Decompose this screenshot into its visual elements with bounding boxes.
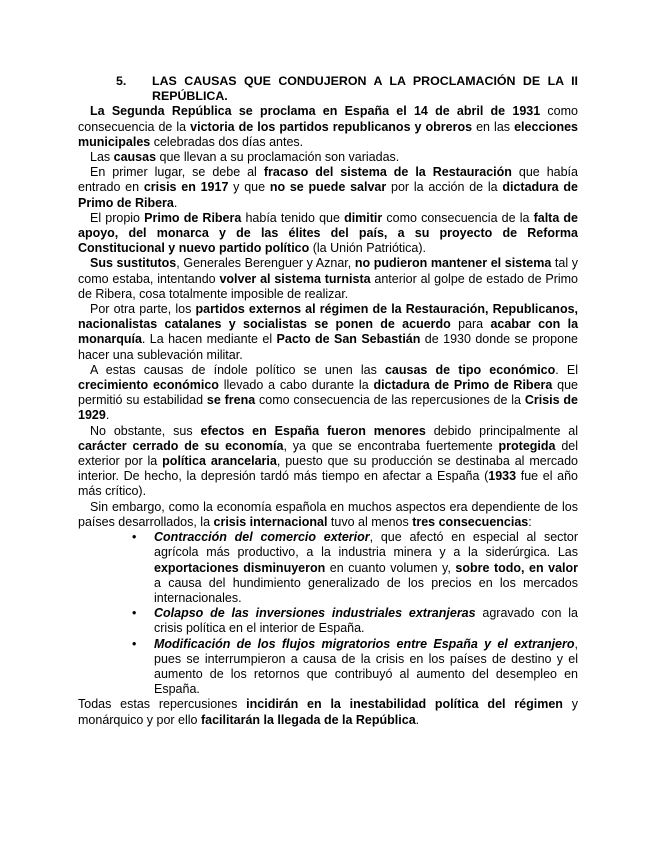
p10-text-a: Todas estas repercusiones bbox=[78, 697, 247, 712]
p8-text-c: debido principalmente al bbox=[425, 423, 579, 438]
bullet-icon: • bbox=[132, 636, 137, 651]
bullet-1-bold-e: sobre todo, en valor bbox=[455, 560, 579, 575]
p7-text-a: A estas causas de índole político se unen las bbox=[90, 362, 385, 377]
bullet-icon: • bbox=[132, 606, 137, 621]
bullet-2-text-b: agravado con la crisis política en el interior de España. bbox=[154, 606, 578, 636]
p3-bold-b: fracaso del sistema de la Restauración bbox=[263, 165, 512, 180]
p10-bold-b: incidirán en la inestabilidad política del régimen bbox=[246, 697, 563, 712]
p7-bold-j: Crisis de 1929 bbox=[78, 393, 578, 423]
p7-text-k: . bbox=[105, 408, 110, 423]
p4-bold-b: Primo de Ribera bbox=[144, 210, 242, 225]
p5-text-d: tal y como estaba, intentando bbox=[78, 256, 578, 286]
p10-text-e: . bbox=[415, 712, 420, 727]
paragraph-causes-intro bbox=[78, 150, 578, 165]
p4-text-e: como consecuencia de la bbox=[382, 210, 534, 225]
p10-text-c: y monárquico y por ello bbox=[78, 697, 578, 727]
bullet-1-text-f: a causa del hundimiento generalizado de los precios en los mercados internacionales. bbox=[154, 575, 578, 605]
paragraph-international-crisis bbox=[78, 500, 578, 530]
p7-bold-f: dictadura de Primo de Ribera bbox=[373, 378, 553, 393]
paragraph-external-parties bbox=[78, 302, 578, 363]
bullet-2-title: Colapso de las inversiones industriales extranjeras bbox=[154, 606, 476, 621]
p6-bold-f: Pacto de San Sebastián bbox=[276, 332, 421, 347]
p1-text-f: celebradas dos días antes. bbox=[150, 134, 304, 149]
list-item bbox=[132, 530, 578, 606]
p3-text-g: por la acción de la bbox=[386, 180, 503, 195]
p6-text-g: de 1930 donde se propone hacer una sublevación militar. bbox=[78, 332, 578, 362]
section-number: 5. bbox=[116, 74, 127, 88]
p7-text-i: como consecuencia de las repercusiones de la bbox=[255, 393, 525, 408]
p4-bold-d: dimitir bbox=[344, 210, 383, 225]
p2-text-c: que llevan a su proclamación son variadas. bbox=[156, 150, 400, 165]
p2-bold-b: causas bbox=[113, 150, 157, 165]
p3-text-c: que había entrado en bbox=[78, 165, 578, 195]
p1-bold-c: victoria de los partidos republicanos y obreros bbox=[190, 119, 473, 134]
p4-text-c: había tenido que bbox=[241, 210, 345, 225]
p4-bold-f: falta de apoyo, del monarca y de las élites del país, a su proyecto de Reforma Constitucional y nuevo partido político bbox=[78, 210, 579, 256]
p8-text-g: del exterior por la bbox=[78, 438, 578, 469]
p4-text-g: (la Unión Patriótica). bbox=[309, 241, 426, 256]
section-title: LAS CAUSAS QUE CONDUJERON A LA PROCLAMACIÓN DE LA II REPÚBLICA. bbox=[152, 74, 578, 104]
p5-bold-e: volver al sistema turnista bbox=[219, 271, 371, 286]
p6-text-c: para bbox=[450, 317, 491, 332]
p6-text-e: . La hacen mediante el bbox=[141, 332, 277, 347]
p1-text-b: como consecuencia de la bbox=[78, 104, 578, 134]
p2-text-a: Las bbox=[90, 150, 114, 165]
p10-bold-d: facilitarán la llegada de la República bbox=[200, 712, 416, 727]
p8-bold-f: protegida bbox=[498, 438, 556, 453]
list-item bbox=[132, 637, 578, 698]
p9-bold-d: tres consecuencias bbox=[412, 514, 529, 529]
p3-text-a: En primer lugar, se debe al bbox=[90, 165, 264, 180]
p8-bold-h: política arancelaria bbox=[162, 454, 277, 469]
p1-text-d: en las bbox=[472, 119, 515, 134]
p5-text-f: anterior al golpe de estado de Primo de Ribera, cosa totalmente imposible de realizar. bbox=[78, 271, 578, 301]
paragraph-primo-resignation bbox=[78, 211, 578, 257]
paragraph-minor-effects bbox=[78, 424, 578, 500]
p8-text-a: No obstante, sus bbox=[90, 423, 201, 438]
bullet-1-text-b: , que afectó en especial al sector agrícola más productivo, a la industria minera y a la siderúrgica. Las bbox=[154, 530, 578, 560]
p5-bold-c: no pudieron mantener el sistema bbox=[354, 256, 552, 271]
p3-text-i: . bbox=[173, 195, 178, 210]
p9-text-a: Sin embargo, como la economía española en muchos aspectos era dependiente de los países desarrollados, la bbox=[78, 499, 578, 529]
bullet-3-title: Modificación de los flujos migratorios entre España y el extranjero bbox=[154, 636, 575, 651]
p6-bold-b: partidos externos al régimen de la Restauración, Republicanos, nacionalistas catalanes y socialistas se ponen de acuerdo bbox=[78, 302, 579, 332]
p8-text-k: fue el año más crítico). bbox=[78, 469, 578, 499]
p3-bold-f: no se puede salvar bbox=[269, 180, 387, 195]
p8-bold-b: efectos en España fueron menores bbox=[200, 423, 426, 438]
p9-text-e: : bbox=[528, 514, 532, 529]
paragraph-successors bbox=[78, 256, 578, 302]
p5-bold-a: Sus sustitutos bbox=[90, 256, 177, 271]
p7-bold-h: se frena bbox=[206, 393, 256, 408]
paragraph-conclusion bbox=[78, 697, 578, 727]
p3-text-e: y que bbox=[228, 180, 270, 195]
consequences-list bbox=[78, 530, 578, 697]
bullet-icon: • bbox=[132, 530, 137, 545]
paragraph-economic-causes bbox=[78, 363, 578, 424]
section-heading bbox=[116, 74, 578, 104]
p6-bold-d: acabar con la monarquía bbox=[78, 317, 579, 347]
p7-text-c: . El bbox=[555, 362, 579, 377]
p5-text-b: , Generales Berenguer y Aznar, bbox=[176, 256, 355, 271]
p4-text-a: El propio bbox=[90, 210, 145, 225]
p9-bold-b: crisis internacional bbox=[213, 514, 328, 529]
p6-text-a: Por otra parte, los bbox=[90, 302, 196, 317]
p3-bold-h: dictadura de Primo de Ribera bbox=[78, 180, 578, 210]
document-page bbox=[78, 74, 578, 728]
p3-bold-d: crisis en 1917 bbox=[143, 180, 229, 195]
list-item bbox=[132, 606, 578, 636]
p1-bold-a: La Segunda República se proclama en España el 14 de abril de 1931 bbox=[90, 104, 541, 119]
bullet-3-text-b: , pues se interrumpieron a causa de la crisis en los países de destino y el aumento de los retornos que contribuyó al aumento del desempleo en España. bbox=[154, 636, 578, 697]
p7-bold-d: crecimiento económico bbox=[78, 378, 219, 393]
p1-bold-e: elecciones municipales bbox=[78, 119, 578, 149]
paragraph-proclamation bbox=[78, 104, 578, 150]
p8-text-e: , ya que se encontraba fuertemente bbox=[283, 438, 499, 453]
p8-bold-d: carácter cerrado de su economía bbox=[78, 438, 284, 453]
bullet-1-title: Contracción del comercio exterior bbox=[154, 530, 370, 545]
p7-text-g: que permitió su estabilidad bbox=[78, 378, 578, 408]
bullet-1-text-d: en cuanto volumen y, bbox=[325, 560, 456, 575]
paragraph-restoration-failure bbox=[78, 165, 578, 211]
p7-bold-b: causas de tipo económico bbox=[384, 362, 556, 377]
p8-text-i: , puesto que su producción se destinaba al mercado interior. De hecho, la depresión tardó más tiempo en afectar a España ( bbox=[78, 454, 578, 484]
bullet-1-bold-c: exportaciones disminuyeron bbox=[154, 560, 326, 575]
p9-text-c: tuvo al menos bbox=[327, 514, 413, 529]
p7-text-e: llevado a cabo durante la bbox=[218, 378, 374, 393]
p8-bold-j: 1933 bbox=[488, 469, 517, 484]
